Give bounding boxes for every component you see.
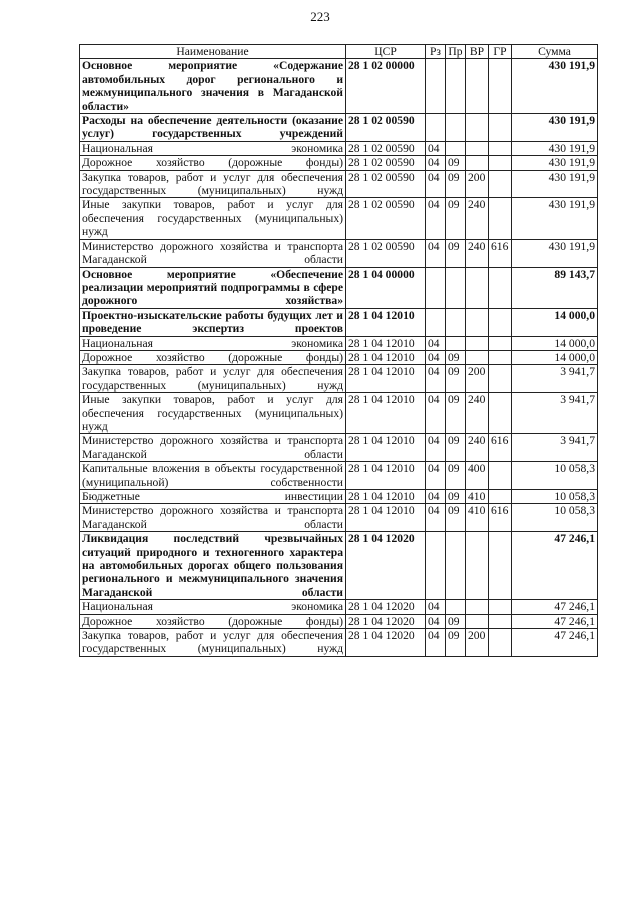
cell-vr: 400: [466, 462, 489, 490]
cell-gr: 616: [489, 239, 512, 267]
cell-vr: [466, 614, 489, 628]
cell-rz: 04: [426, 350, 446, 364]
cell-gr: [489, 114, 512, 142]
cell-gr: [489, 600, 512, 614]
table-row: [80, 350, 598, 364]
cell-name: Иные закупки товаров, работ и услуг для обеспечения государственных (муниципальных) нужд: [80, 198, 346, 239]
cell-name: Министерство дорожного хозяйства и транспорта Магаданской области: [80, 504, 346, 532]
budget-table: [79, 44, 598, 657]
cell-csr: 28 1 02 00590: [346, 156, 426, 170]
cell-vr: [466, 141, 489, 155]
cell-gr: [489, 156, 512, 170]
table-body: [80, 59, 598, 656]
cell-vr: 200: [466, 629, 489, 657]
cell-gr: [489, 308, 512, 336]
cell-csr: 28 1 04 12010: [346, 336, 426, 350]
cell-name: Иные закупки товаров, работ и услуг для обеспечения государственных (муниципальных) нужд: [80, 393, 346, 434]
cell-sum: 430 191,9: [512, 141, 598, 155]
cell-gr: [489, 365, 512, 393]
cell-sum: 430 191,9: [512, 59, 598, 114]
table-row: [80, 239, 598, 267]
cell-sum: 89 143,7: [512, 267, 598, 308]
cell-pr: 09: [446, 393, 466, 434]
cell-gr: [489, 336, 512, 350]
cell-csr: 28 1 02 00000: [346, 59, 426, 114]
cell-sum: 14 000,0: [512, 350, 598, 364]
cell-gr: [489, 393, 512, 434]
cell-vr: 240: [466, 239, 489, 267]
header-vr: ВР: [466, 45, 489, 59]
cell-pr: [446, 114, 466, 142]
cell-sum: 430 191,9: [512, 239, 598, 267]
cell-name: Министерство дорожного хозяйства и транспорта Магаданской области: [80, 434, 346, 462]
cell-pr: [446, 532, 466, 600]
cell-gr: [489, 198, 512, 239]
cell-csr: 28 1 02 00590: [346, 114, 426, 142]
cell-csr: 28 1 04 12010: [346, 504, 426, 532]
cell-name: Проектно-изыскательские работы будущих лет и проведение экспертиз проектов: [80, 308, 346, 336]
cell-pr: 09: [446, 504, 466, 532]
cell-sum: 3 941,7: [512, 434, 598, 462]
cell-gr: [489, 614, 512, 628]
cell-pr: [446, 141, 466, 155]
cell-sum: 430 191,9: [512, 156, 598, 170]
cell-sum: 3 941,7: [512, 393, 598, 434]
cell-name: Национальная экономика: [80, 600, 346, 614]
table-row: [80, 198, 598, 239]
cell-vr: [466, 156, 489, 170]
cell-pr: 09: [446, 170, 466, 198]
page-number: 223: [310, 9, 330, 24]
cell-rz: [426, 267, 446, 308]
cell-vr: 410: [466, 490, 489, 504]
cell-vr: 410: [466, 504, 489, 532]
cell-csr: 28 1 04 00000: [346, 267, 426, 308]
cell-csr: 28 1 04 12010: [346, 462, 426, 490]
cell-rz: 04: [426, 600, 446, 614]
cell-pr: 09: [446, 365, 466, 393]
cell-rz: 04: [426, 141, 446, 155]
cell-sum: 3 941,7: [512, 365, 598, 393]
cell-pr: 09: [446, 462, 466, 490]
cell-csr: 28 1 02 00590: [346, 170, 426, 198]
cell-name: Ликвидация последствий чрезвычайных ситуаций природного и техногенного характера на автомобильных дорогах общего пользования регионального и межмуниципального значения Магаданской области: [80, 532, 346, 600]
table-row: [80, 141, 598, 155]
cell-csr: 28 1 04 12020: [346, 629, 426, 657]
cell-vr: 240: [466, 434, 489, 462]
cell-sum: 430 191,9: [512, 114, 598, 142]
cell-sum: 47 246,1: [512, 532, 598, 600]
cell-gr: [489, 59, 512, 114]
cell-vr: [466, 308, 489, 336]
cell-vr: [466, 336, 489, 350]
cell-pr: 09: [446, 156, 466, 170]
cell-rz: 04: [426, 504, 446, 532]
cell-name: Закупка товаров, работ и услуг для обеспечения государственных (муниципальных) нужд: [80, 365, 346, 393]
cell-sum: 14 000,0: [512, 308, 598, 336]
cell-csr: 28 1 04 12020: [346, 532, 426, 600]
cell-pr: [446, 600, 466, 614]
cell-pr: 09: [446, 490, 466, 504]
cell-rz: [426, 308, 446, 336]
header-pr: Пр: [446, 45, 466, 59]
cell-gr: 616: [489, 504, 512, 532]
cell-pr: 09: [446, 198, 466, 239]
cell-name: Дорожное хозяйство (дорожные фонды): [80, 156, 346, 170]
header-rz: Рз: [426, 45, 446, 59]
cell-rz: [426, 532, 446, 600]
cell-rz: 04: [426, 170, 446, 198]
cell-gr: [489, 490, 512, 504]
cell-rz: [426, 59, 446, 114]
cell-name: Бюджетные инвестиции: [80, 490, 346, 504]
cell-csr: 28 1 04 12010: [346, 350, 426, 364]
cell-rz: 04: [426, 365, 446, 393]
cell-sum: 47 246,1: [512, 614, 598, 628]
cell-vr: 240: [466, 393, 489, 434]
cell-rz: 04: [426, 614, 446, 628]
table-row: [80, 614, 598, 628]
cell-gr: [489, 141, 512, 155]
cell-rz: 04: [426, 198, 446, 239]
cell-pr: [446, 336, 466, 350]
table-row: [80, 600, 598, 614]
cell-pr: [446, 308, 466, 336]
cell-rz: 04: [426, 156, 446, 170]
cell-pr: 09: [446, 239, 466, 267]
cell-sum: 10 058,3: [512, 462, 598, 490]
cell-csr: 28 1 04 12010: [346, 490, 426, 504]
table-row: [80, 490, 598, 504]
cell-sum: 430 191,9: [512, 198, 598, 239]
cell-vr: [466, 114, 489, 142]
cell-sum: 10 058,3: [512, 504, 598, 532]
cell-csr: 28 1 04 12010: [346, 393, 426, 434]
table-row: [80, 462, 598, 490]
cell-vr: [466, 350, 489, 364]
header-name: Наименование: [80, 45, 346, 59]
cell-csr: 28 1 04 12010: [346, 434, 426, 462]
cell-name: Национальная экономика: [80, 141, 346, 155]
cell-gr: [489, 629, 512, 657]
cell-csr: 28 1 04 12010: [346, 365, 426, 393]
cell-sum: 14 000,0: [512, 336, 598, 350]
cell-rz: 04: [426, 490, 446, 504]
cell-csr: 28 1 02 00590: [346, 198, 426, 239]
cell-gr: [489, 532, 512, 600]
cell-pr: 09: [446, 434, 466, 462]
cell-pr: 09: [446, 629, 466, 657]
table-row: [80, 114, 598, 142]
cell-gr: [489, 170, 512, 198]
cell-vr: [466, 267, 489, 308]
table-row: [80, 629, 598, 657]
cell-gr: 616: [489, 434, 512, 462]
cell-name: Дорожное хозяйство (дорожные фонды): [80, 350, 346, 364]
cell-vr: 200: [466, 365, 489, 393]
cell-gr: [489, 462, 512, 490]
header-csr: ЦСР: [346, 45, 426, 59]
table-row: [80, 434, 598, 462]
cell-csr: 28 1 04 12020: [346, 614, 426, 628]
cell-vr: 200: [466, 170, 489, 198]
cell-pr: [446, 267, 466, 308]
cell-name: Основное мероприятие «Обеспечение реализации мероприятий подпрограммы в сфере дорожного хозяйства»: [80, 267, 346, 308]
cell-sum: 430 191,9: [512, 170, 598, 198]
table-row: [80, 504, 598, 532]
cell-csr: 28 1 04 12010: [346, 308, 426, 336]
cell-csr: 28 1 02 00590: [346, 239, 426, 267]
cell-rz: 04: [426, 629, 446, 657]
cell-sum: 10 058,3: [512, 490, 598, 504]
cell-pr: [446, 59, 466, 114]
cell-sum: 47 246,1: [512, 629, 598, 657]
cell-name: Закупка товаров, работ и услуг для обеспечения государственных (муниципальных) нужд: [80, 170, 346, 198]
cell-name: Министерство дорожного хозяйства и транспорта Магаданской области: [80, 239, 346, 267]
cell-pr: 09: [446, 350, 466, 364]
table-row: [80, 393, 598, 434]
cell-rz: 04: [426, 462, 446, 490]
header-sum: Сумма: [512, 45, 598, 59]
cell-name: Закупка товаров, работ и услуг для обеспечения государственных (муниципальных) нужд: [80, 629, 346, 657]
table-row: [80, 59, 598, 114]
cell-rz: 04: [426, 239, 446, 267]
cell-vr: [466, 532, 489, 600]
header-gr: ГР: [489, 45, 512, 59]
cell-csr: 28 1 02 00590: [346, 141, 426, 155]
cell-sum: 47 246,1: [512, 600, 598, 614]
cell-rz: 04: [426, 393, 446, 434]
cell-name: Национальная экономика: [80, 336, 346, 350]
cell-rz: 04: [426, 434, 446, 462]
table-row: [80, 170, 598, 198]
cell-gr: [489, 267, 512, 308]
table-header-row: [80, 45, 598, 59]
cell-name: Расходы на обеспечение деятельности (оказание услуг) государственных учреждений: [80, 114, 346, 142]
cell-rz: [426, 114, 446, 142]
table-row: [80, 365, 598, 393]
table-row: [80, 532, 598, 600]
table-row: [80, 267, 598, 308]
cell-vr: [466, 59, 489, 114]
cell-pr: 09: [446, 614, 466, 628]
cell-csr: 28 1 04 12020: [346, 600, 426, 614]
table-row: [80, 156, 598, 170]
cell-gr: [489, 350, 512, 364]
table-row: [80, 308, 598, 336]
cell-name: Дорожное хозяйство (дорожные фонды): [80, 614, 346, 628]
cell-name: Капитальные вложения в объекты государственной (муниципальной) собственности: [80, 462, 346, 490]
cell-name: Основное мероприятие «Содержание автомобильных дорог регионального и межмуниципального значения в Магаданской области»: [80, 59, 346, 114]
cell-vr: [466, 600, 489, 614]
table-row: [80, 336, 598, 350]
cell-rz: 04: [426, 336, 446, 350]
cell-vr: 240: [466, 198, 489, 239]
